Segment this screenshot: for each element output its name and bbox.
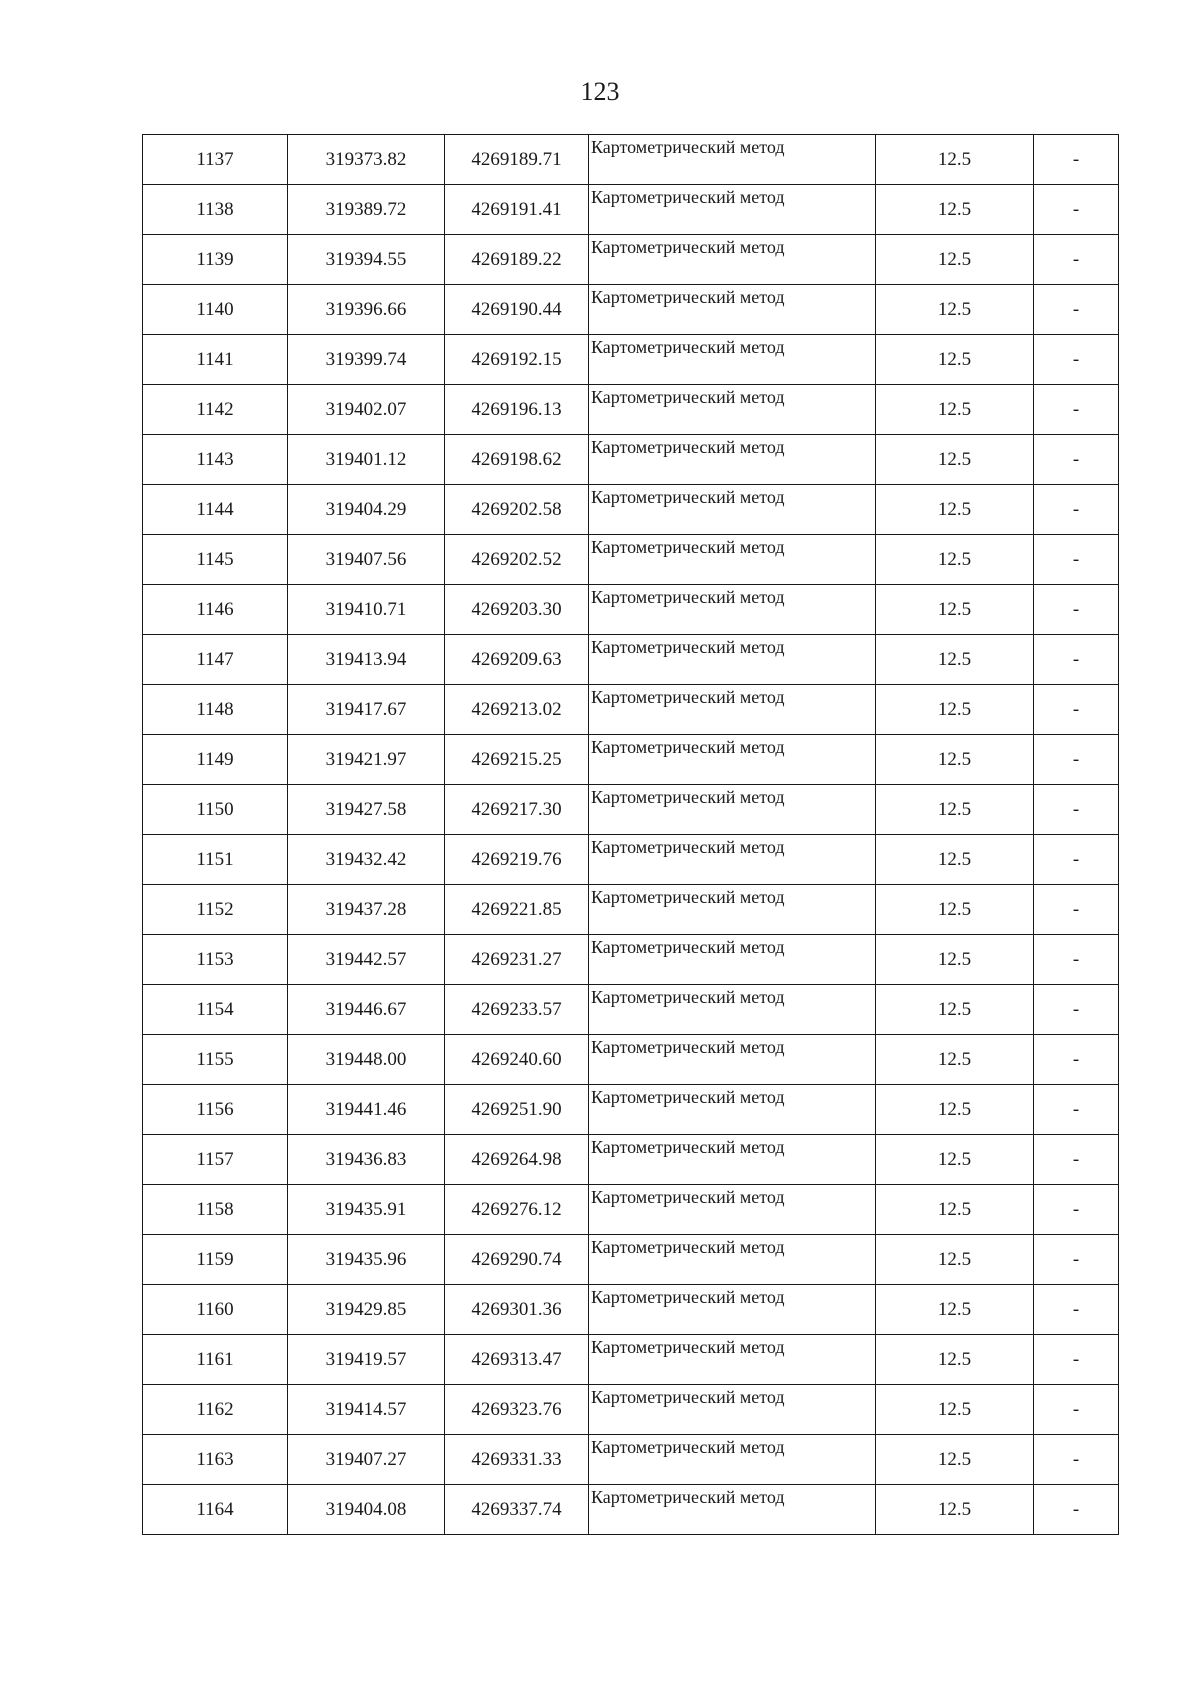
x-coordinate-cell: 319407.27 [288,1435,445,1485]
x-coordinate-cell: 319404.08 [288,1485,445,1535]
method-cell: Картометрический метод [589,685,876,735]
accuracy-cell: 12.5 [876,785,1034,835]
x-coordinate-cell: 319441.46 [288,1085,445,1135]
point-number-cell: 1142 [143,385,288,435]
method-cell: Картометрический метод [589,235,876,285]
method-cell: Картометрический метод [589,585,876,635]
table-row [143,385,1119,435]
method-cell: Картометрический метод [589,1485,876,1535]
point-number-cell: 1150 [143,785,288,835]
method-cell: Картометрический метод [589,1235,876,1285]
accuracy-cell: 12.5 [876,385,1034,435]
table-row [143,535,1119,585]
y-coordinate-cell: 4269196.13 [445,385,589,435]
table-row [143,135,1119,185]
accuracy-cell: 12.5 [876,335,1034,385]
y-coordinate-cell: 4269276.12 [445,1185,589,1235]
note-cell: - [1034,435,1119,485]
note-cell: - [1034,785,1119,835]
note-cell: - [1034,835,1119,885]
accuracy-cell: 12.5 [876,885,1034,935]
table-row [143,1485,1119,1535]
accuracy-cell: 12.5 [876,535,1034,585]
accuracy-cell: 12.5 [876,1435,1034,1485]
table-row [143,185,1119,235]
y-coordinate-cell: 4269221.85 [445,885,589,935]
accuracy-cell: 12.5 [876,285,1034,335]
accuracy-cell: 12.5 [876,735,1034,785]
accuracy-cell: 12.5 [876,1035,1034,1085]
note-cell: - [1034,735,1119,785]
note-cell: - [1034,935,1119,985]
note-cell: - [1034,135,1119,185]
point-number-cell: 1141 [143,335,288,385]
point-number-cell: 1137 [143,135,288,185]
accuracy-cell: 12.5 [876,1485,1034,1535]
table-row [143,585,1119,635]
y-coordinate-cell: 4269189.71 [445,135,589,185]
x-coordinate-cell: 319437.28 [288,885,445,935]
accuracy-cell: 12.5 [876,1185,1034,1235]
method-cell: Картометрический метод [589,435,876,485]
y-coordinate-cell: 4269337.74 [445,1485,589,1535]
table-row [143,685,1119,735]
y-coordinate-cell: 4269251.90 [445,1085,589,1135]
x-coordinate-cell: 319435.91 [288,1185,445,1235]
coordinates-table-body [143,135,1119,1535]
x-coordinate-cell: 319414.57 [288,1385,445,1435]
table-row [143,235,1119,285]
table-row [143,1335,1119,1385]
x-coordinate-cell: 319436.83 [288,1135,445,1185]
y-coordinate-cell: 4269264.98 [445,1135,589,1185]
y-coordinate-cell: 4269313.47 [445,1335,589,1385]
note-cell: - [1034,585,1119,635]
method-cell: Картометрический метод [589,635,876,685]
note-cell: - [1034,1035,1119,1085]
method-cell: Картометрический метод [589,185,876,235]
note-cell: - [1034,335,1119,385]
accuracy-cell: 12.5 [876,635,1034,685]
accuracy-cell: 12.5 [876,1285,1034,1335]
method-cell: Картометрический метод [589,1035,876,1085]
table-row [143,485,1119,535]
y-coordinate-cell: 4269215.25 [445,735,589,785]
method-cell: Картометрический метод [589,1135,876,1185]
x-coordinate-cell: 319394.55 [288,235,445,285]
note-cell: - [1034,235,1119,285]
y-coordinate-cell: 4269190.44 [445,285,589,335]
note-cell: - [1034,985,1119,1035]
x-coordinate-cell: 319417.67 [288,685,445,735]
x-coordinate-cell: 319442.57 [288,935,445,985]
point-number-cell: 1161 [143,1335,288,1385]
method-cell: Картометрический метод [589,535,876,585]
method-cell: Картометрический метод [589,1285,876,1335]
point-number-cell: 1146 [143,585,288,635]
y-coordinate-cell: 4269323.76 [445,1385,589,1435]
y-coordinate-cell: 4269203.30 [445,585,589,635]
note-cell: - [1034,1085,1119,1135]
point-number-cell: 1157 [143,1135,288,1185]
note-cell: - [1034,385,1119,435]
accuracy-cell: 12.5 [876,685,1034,735]
table-row [143,1385,1119,1435]
x-coordinate-cell: 319446.67 [288,985,445,1035]
table-row [143,285,1119,335]
y-coordinate-cell: 4269202.52 [445,535,589,585]
point-number-cell: 1143 [143,435,288,485]
table-row [143,835,1119,885]
y-coordinate-cell: 4269290.74 [445,1235,589,1285]
table-row [143,335,1119,385]
y-coordinate-cell: 4269240.60 [445,1035,589,1085]
accuracy-cell: 12.5 [876,585,1034,635]
table-row [143,1435,1119,1485]
x-coordinate-cell: 319402.07 [288,385,445,435]
note-cell: - [1034,1335,1119,1385]
x-coordinate-cell: 319427.58 [288,785,445,835]
point-number-cell: 1158 [143,1185,288,1235]
x-coordinate-cell: 319373.82 [288,135,445,185]
accuracy-cell: 12.5 [876,185,1034,235]
accuracy-cell: 12.5 [876,935,1034,985]
y-coordinate-cell: 4269189.22 [445,235,589,285]
note-cell: - [1034,685,1119,735]
table-row [143,1235,1119,1285]
page-number: 123 [580,77,620,106]
x-coordinate-cell: 319404.29 [288,485,445,535]
method-cell: Картометрический метод [589,1185,876,1235]
note-cell: - [1034,485,1119,535]
accuracy-cell: 12.5 [876,135,1034,185]
table-row [143,785,1119,835]
note-cell: - [1034,285,1119,335]
x-coordinate-cell: 319396.66 [288,285,445,335]
method-cell: Картометрический метод [589,835,876,885]
note-cell: - [1034,185,1119,235]
x-coordinate-cell: 319432.42 [288,835,445,885]
y-coordinate-cell: 4269233.57 [445,985,589,1035]
point-number-cell: 1148 [143,685,288,735]
point-number-cell: 1154 [143,985,288,1035]
x-coordinate-cell: 319413.94 [288,635,445,685]
table-row [143,1035,1119,1085]
y-coordinate-cell: 4269192.15 [445,335,589,385]
note-cell: - [1034,1135,1119,1185]
table-row [143,1285,1119,1335]
table-row [143,1085,1119,1135]
x-coordinate-cell: 319429.85 [288,1285,445,1335]
method-cell: Картометрический метод [589,285,876,335]
y-coordinate-cell: 4269209.63 [445,635,589,685]
point-number-cell: 1139 [143,235,288,285]
point-number-cell: 1147 [143,635,288,685]
x-coordinate-cell: 319389.72 [288,185,445,235]
accuracy-cell: 12.5 [876,485,1034,535]
y-coordinate-cell: 4269301.36 [445,1285,589,1335]
x-coordinate-cell: 319421.97 [288,735,445,785]
method-cell: Картометрический метод [589,485,876,535]
point-number-cell: 1145 [143,535,288,585]
y-coordinate-cell: 4269198.62 [445,435,589,485]
x-coordinate-cell: 319419.57 [288,1335,445,1385]
y-coordinate-cell: 4269331.33 [445,1435,589,1485]
accuracy-cell: 12.5 [876,1135,1034,1185]
accuracy-cell: 12.5 [876,1385,1034,1435]
note-cell: - [1034,1185,1119,1235]
note-cell: - [1034,1435,1119,1485]
x-coordinate-cell: 319399.74 [288,335,445,385]
note-cell: - [1034,535,1119,585]
method-cell: Картометрический метод [589,1435,876,1485]
table-row [143,885,1119,935]
method-cell: Картометрический метод [589,135,876,185]
point-number-cell: 1155 [143,1035,288,1085]
point-number-cell: 1159 [143,1235,288,1285]
method-cell: Картометрический метод [589,735,876,785]
point-number-cell: 1151 [143,835,288,885]
y-coordinate-cell: 4269191.41 [445,185,589,235]
table-row [143,435,1119,485]
x-coordinate-cell: 319448.00 [288,1035,445,1085]
point-number-cell: 1138 [143,185,288,235]
note-cell: - [1034,885,1119,935]
point-number-cell: 1144 [143,485,288,535]
point-number-cell: 1140 [143,285,288,335]
table-row [143,985,1119,1035]
coordinates-table [142,134,1119,1535]
method-cell: Картометрический метод [589,785,876,835]
accuracy-cell: 12.5 [876,1235,1034,1285]
accuracy-cell: 12.5 [876,835,1034,885]
method-cell: Картометрический метод [589,335,876,385]
point-number-cell: 1162 [143,1385,288,1435]
y-coordinate-cell: 4269213.02 [445,685,589,735]
method-cell: Картометрический метод [589,1335,876,1385]
method-cell: Картометрический метод [589,1085,876,1135]
y-coordinate-cell: 4269217.30 [445,785,589,835]
point-number-cell: 1153 [143,935,288,985]
x-coordinate-cell: 319407.56 [288,535,445,585]
point-number-cell: 1149 [143,735,288,785]
x-coordinate-cell: 319401.12 [288,435,445,485]
table-row [143,735,1119,785]
note-cell: - [1034,1285,1119,1335]
accuracy-cell: 12.5 [876,1085,1034,1135]
method-cell: Картометрический метод [589,985,876,1035]
table-row [143,935,1119,985]
y-coordinate-cell: 4269231.27 [445,935,589,985]
y-coordinate-cell: 4269219.76 [445,835,589,885]
note-cell: - [1034,1485,1119,1535]
x-coordinate-cell: 319410.71 [288,585,445,635]
method-cell: Картометрический метод [589,1385,876,1435]
point-number-cell: 1163 [143,1435,288,1485]
table-row [143,635,1119,685]
point-number-cell: 1160 [143,1285,288,1335]
y-coordinate-cell: 4269202.58 [445,485,589,535]
note-cell: - [1034,635,1119,685]
accuracy-cell: 12.5 [876,1335,1034,1385]
accuracy-cell: 12.5 [876,435,1034,485]
table-row [143,1135,1119,1185]
note-cell: - [1034,1385,1119,1435]
point-number-cell: 1156 [143,1085,288,1135]
accuracy-cell: 12.5 [876,235,1034,285]
table-row [143,1185,1119,1235]
method-cell: Картометрический метод [589,885,876,935]
accuracy-cell: 12.5 [876,985,1034,1035]
x-coordinate-cell: 319435.96 [288,1235,445,1285]
method-cell: Картометрический метод [589,935,876,985]
point-number-cell: 1164 [143,1485,288,1535]
method-cell: Картометрический метод [589,385,876,435]
point-number-cell: 1152 [143,885,288,935]
note-cell: - [1034,1235,1119,1285]
